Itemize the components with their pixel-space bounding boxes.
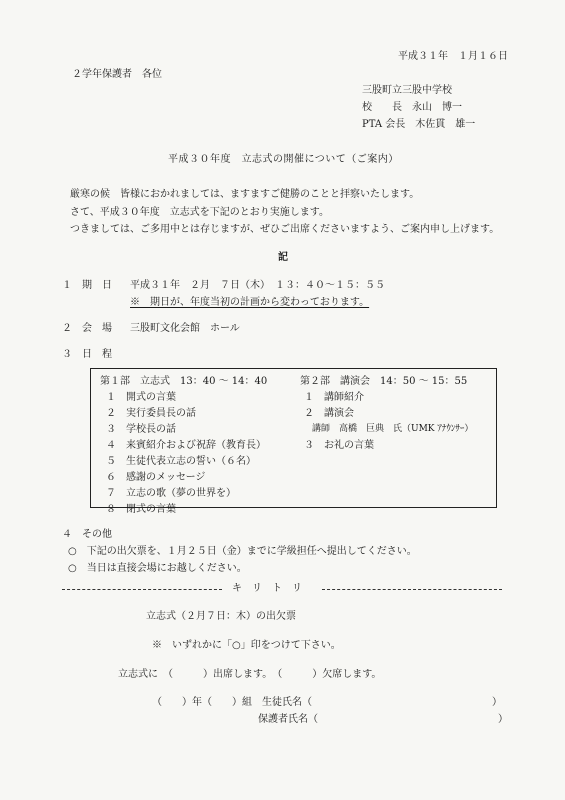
attendance-line: 立志式に （ ）出席します。 （ ）欠席します。 [118,669,382,680]
part1-item: ８ 閉式の言葉 [106,504,176,515]
cut-label: キ リ ト リ [232,583,302,594]
other-label: ４ その他 [62,529,112,540]
cut-line-right [322,589,502,590]
date-label: １ 期 日 [62,280,112,291]
part1-item: ３ 学校長の話 [106,424,176,435]
schedule-box [90,368,497,508]
date-note: ※ 期日が、年度当初の計画から変わっております。 [130,297,370,308]
lecturer-name: 講師 高橋 巨典 氏（UMK ｱﾅｳﾝｻｰ） [312,424,474,434]
cut-line-left [62,589,222,590]
venue-value: 三股町文化会館 ホール [130,323,240,334]
sender-school: 三股町立三股中学校 [362,85,452,96]
part1-item: １ 開式の言葉 [106,392,176,403]
form-instruction: ※ いずれかに「○」印をつけて下さい。 [152,640,341,651]
ki-mark: 記 [278,252,288,263]
part1-heading: 第１部 立志式 13：40 〜 14：40 [100,376,268,387]
part1-item: ６ 感謝のメッセージ [106,472,206,483]
part2-item: ２ 講演会 [304,408,354,419]
student-name-line: （ ）年（ ）組 生徒氏名（ ） [152,697,502,708]
part1-item: ７ 立志の歌（夢の世界を） [106,488,236,499]
letter-date: 平成３１年 １月１６日 [398,51,508,62]
page-title: 平成３０年度 立志式の開催について（ご案内） [168,154,399,165]
part2-item: ３ お礼の言葉 [304,440,374,451]
part1-item: ５ 生徒代表立志の誓い（６名） [106,456,256,467]
recipient: ２学年保護者 各位 [72,69,162,80]
other-item-1: ○ 下記の出欠票を、１月２５日（金）までに学級担任へ提出してください。 [68,546,417,557]
form-title: 立志式（２月７日：木）の出欠票 [146,611,296,622]
greeting-line-1: 厳寒の候 皆様におかれましては、ますますご健勝のことと拝察いたします。 [70,189,420,200]
sender-pta: PTA 会長 木佐貫 雄一 [362,119,476,130]
guardian-name-line: 保護者氏名（ ） [258,714,508,725]
greeting-line-3: つきましては、ご多用中とは存じますが、ぜひご出席くださいますよう、ご案内申し上げます。 [70,224,500,235]
sender-principal: 校 長 永山 博一 [362,102,462,113]
part1-item: ２ 実行委員長の話 [106,408,196,419]
part2-heading: 第２部 講演会 14：50 〜 15：55 [300,376,468,387]
date-value: 平成３１年 ２月 ７日（木） １３：４０〜１５：５５ [130,280,385,291]
other-item-2: ○ 当日は直接会場にお越しください。 [68,563,247,574]
part2-item: １ 講師紹介 [304,392,364,403]
greeting-line-2: さて、平成３０年度 立志式を下記のとおり実施します。 [70,207,329,218]
schedule-label: ３ 日 程 [62,349,112,360]
part1-item: ４ 来賓紹介および祝辞（教育長） [106,440,266,451]
venue-label: ２ 会 場 [62,323,112,334]
